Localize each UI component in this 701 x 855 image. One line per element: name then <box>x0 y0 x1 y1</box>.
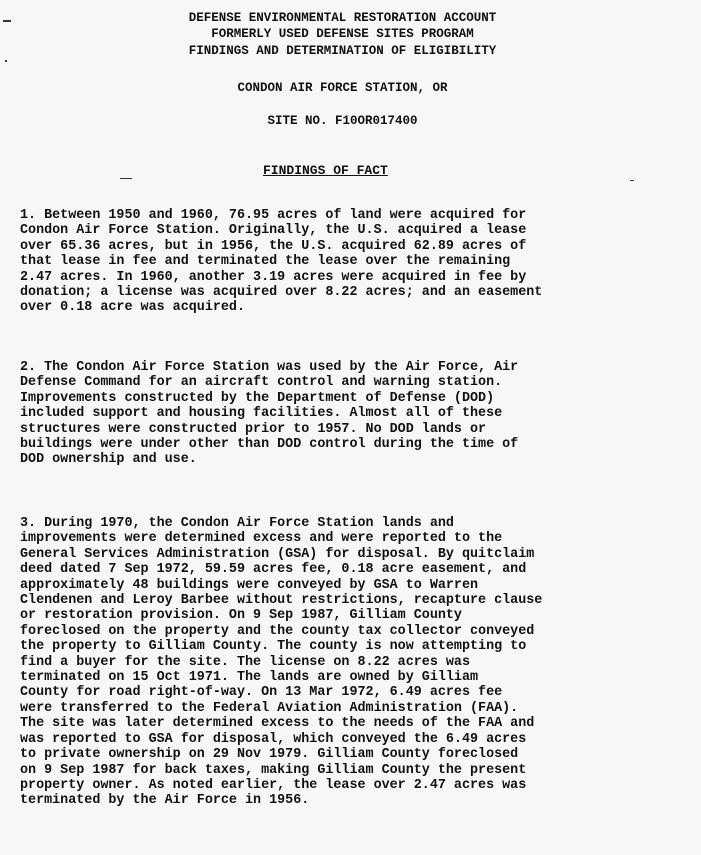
text-line: was reported to GSA for disposal, which conveyed the 6.49 acres <box>20 731 527 747</box>
text-line: County for road right-of-way. On 13 Mar 1972, 6.49 acres fee <box>20 685 503 701</box>
text-line: included support and housing facilities. Almost all of these <box>20 406 503 422</box>
text-line: to private ownership on 29 Nov 1979. Gilliam County foreclosed <box>20 747 519 763</box>
text-line: on 9 Sep 1987 for back taxes, making Gilliam County the present <box>20 762 527 778</box>
paragraph-1 <box>20 208 680 316</box>
text-line: deed dated 7 Sep 1972, 59.59 acres fee, 0.18 acre easement, and <box>20 562 527 578</box>
text-line: 3. During 1970, the Condon Air Force Station lands and <box>20 516 454 531</box>
site-number: SITE NO. F10OR017400 <box>267 114 418 128</box>
text-line: over 65.36 acres, but in 1956, the U.S. acquired 62.89 acres of <box>20 238 527 254</box>
text-line: terminated by the Air Force in 1956. <box>20 793 310 809</box>
text-line: the property to Gilliam County. The county is now attempting to <box>20 639 527 655</box>
text-line: Condon Air Force Station. Originally, the U.S. acquired a lease <box>20 223 527 239</box>
header-line-2: FORMERLY USED DEFENSE SITES PROGRAM <box>211 27 474 41</box>
site-name: CONDON AIR FORCE STATION, OR <box>237 81 448 95</box>
text-line: Improvements constructed by the Department of Defense (DOD) <box>20 390 495 406</box>
section-title: FINDINGS OF FACT <box>263 163 388 178</box>
text-line: structures were constructed prior to 1957. No DOD lands or <box>20 421 487 437</box>
scan-mark <box>120 178 132 179</box>
text-line: buildings were under other than DOD control during the time of <box>20 437 519 453</box>
text-line: donation; a license was acquired over 8.22 acres; and an easement <box>20 285 543 301</box>
text-line: approximately 48 buildings were conveyed by GSA to Warren <box>20 577 479 593</box>
paragraph-3 <box>20 516 680 809</box>
text-line: 2.47 acres. In 1960, another 3.19 acres were acquired in fee by <box>20 269 527 285</box>
paragraph-2 <box>20 360 680 468</box>
scan-mark <box>630 180 634 181</box>
text-line: improvements were determined excess and were reported to the <box>20 531 503 547</box>
text-line: were transferred to the Federal Aviation Administration (FAA). <box>20 700 519 716</box>
text-line: General Services Administration (GSA) for disposal. By quitclaim <box>20 546 535 562</box>
text-line: or restoration provision. On 9 Sep 1987, Gilliam County <box>20 608 462 624</box>
text-line: DOD ownership and use. <box>20 452 197 468</box>
text-line: foreclosed on the property and the county tax collector conveyed <box>20 623 535 639</box>
scan-mark <box>5 60 7 62</box>
header-line-1: DEFENSE ENVIRONMENTAL RESTORATION ACCOUNT <box>188 11 497 25</box>
text-line: terminated on 15 Oct 1971. The lands are owned by Gilliam <box>20 670 479 686</box>
text-line: find a buyer for the site. The license on 8.22 acres was <box>20 654 470 670</box>
header-line-3: FINDINGS AND DETERMINATION OF ELIGIBILITY <box>188 44 497 58</box>
text-line: over 0.18 acre was acquired. <box>20 300 245 316</box>
text-line: The site was later determined excess to the needs of the FAA and <box>20 716 535 732</box>
text-line: 2. The Condon Air Force Station was used by the Air Force, Air <box>20 360 519 375</box>
text-line: Defense Command for an aircraft control and warning station. <box>20 375 503 391</box>
text-line: that lease in fee and terminated the lease over the remaining <box>20 254 511 270</box>
text-line: 1. Between 1950 and 1960, 76.95 acres of land were acquired for <box>20 208 527 223</box>
text-line: Clendenen and Leroy Barbee without restrictions, recapture clause <box>20 593 543 609</box>
text-line: property owner. As noted earlier, the lease over 2.47 acres was <box>20 777 527 793</box>
